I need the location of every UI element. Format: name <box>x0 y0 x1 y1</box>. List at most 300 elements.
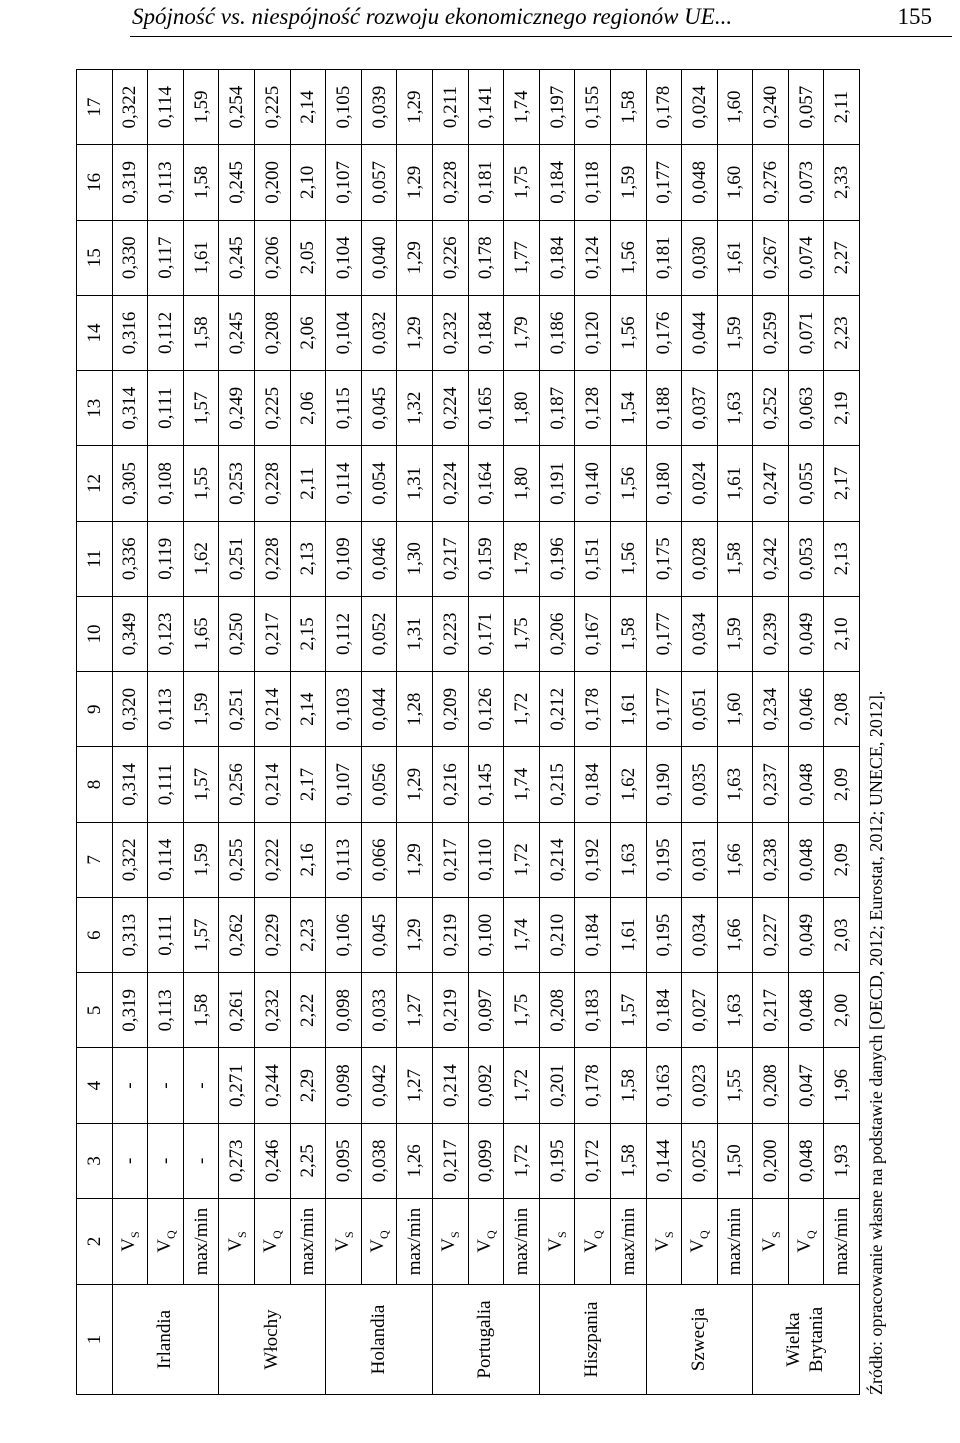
value-cell: 0,114 <box>148 70 184 145</box>
value-cell: 0,113 <box>148 973 184 1048</box>
measure-subscript: S <box>127 1231 142 1238</box>
value-cell: 0,113 <box>148 672 184 747</box>
value-cell: 1,93 <box>824 1123 860 1198</box>
measure-symbol: max/min <box>617 1207 639 1276</box>
value-cell: 0,048 <box>788 822 824 897</box>
value-cell: 1,30 <box>397 521 433 596</box>
value-cell: 0,212 <box>539 672 575 747</box>
value-cell: 0,336 <box>112 521 148 596</box>
value-cell: 0,105 <box>326 70 362 145</box>
value-cell: 0,177 <box>646 672 682 747</box>
value-cell: 0,071 <box>788 295 824 370</box>
value-cell: 1,72 <box>504 672 540 747</box>
value-cell: 1,61 <box>610 672 646 747</box>
value-cell: 1,63 <box>610 822 646 897</box>
value-cell: 0,184 <box>539 145 575 220</box>
table-row <box>539 70 575 1395</box>
column-number: 9 <box>77 672 113 747</box>
table-row <box>326 70 362 1395</box>
table-row <box>575 70 611 1395</box>
value-cell: 0,210 <box>539 897 575 972</box>
table-row <box>183 70 219 1395</box>
value-cell: 2,13 <box>824 521 860 596</box>
value-cell: 0,228 <box>254 521 290 596</box>
value-cell: 0,049 <box>788 596 824 671</box>
measure-subscript: S <box>234 1231 249 1238</box>
value-cell: 0,239 <box>753 596 789 671</box>
value-cell: 0,039 <box>361 70 397 145</box>
column-number: 5 <box>77 973 113 1048</box>
table-row <box>254 70 290 1395</box>
value-cell: 0,033 <box>361 973 397 1048</box>
value-cell: 0,319 <box>112 145 148 220</box>
measure-subscript: S <box>554 1231 569 1238</box>
value-cell: 0,118 <box>575 145 611 220</box>
value-cell: 0,124 <box>575 220 611 295</box>
value-cell: 0,217 <box>753 973 789 1048</box>
table-row <box>504 70 540 1395</box>
measure-label <box>254 1199 290 1285</box>
measure-subscript: S <box>448 1231 463 1238</box>
value-cell: 1,58 <box>717 521 753 596</box>
value-cell: 0,219 <box>432 897 468 972</box>
value-cell: 1,58 <box>610 1048 646 1123</box>
value-cell: 1,58 <box>183 973 219 1048</box>
column-number: 6 <box>77 897 113 972</box>
column-number: 17 <box>77 70 113 145</box>
value-cell: 0,048 <box>788 1123 824 1198</box>
measure-label <box>397 1199 433 1285</box>
value-cell: 1,57 <box>610 973 646 1048</box>
value-cell: 0,103 <box>326 672 362 747</box>
column-number: 7 <box>77 822 113 897</box>
value-cell: 0,034 <box>682 897 718 972</box>
value-cell: 0,107 <box>326 145 362 220</box>
measure-symbol: V <box>331 1237 353 1252</box>
measure-subscript: Q <box>697 1230 712 1239</box>
table-row <box>788 70 824 1395</box>
value-cell: 1,63 <box>717 371 753 446</box>
value-cell: 0,206 <box>254 220 290 295</box>
column-number: 8 <box>77 747 113 822</box>
value-cell: 2,22 <box>290 973 326 1048</box>
value-cell: 0,217 <box>432 1123 468 1198</box>
value-cell: 0,186 <box>539 295 575 370</box>
value-cell: 0,211 <box>432 70 468 145</box>
value-cell: 0,181 <box>468 145 504 220</box>
value-cell: 1,72 <box>504 1048 540 1123</box>
measure-subscript: S <box>341 1231 356 1238</box>
value-cell: 1,29 <box>397 145 433 220</box>
value-cell: 0,232 <box>254 973 290 1048</box>
value-cell: 0,038 <box>361 1123 397 1198</box>
value-cell: 0,048 <box>682 145 718 220</box>
value-cell: 0,113 <box>148 145 184 220</box>
value-cell: 0,201 <box>539 1048 575 1123</box>
value-cell: 0,267 <box>753 220 789 295</box>
value-cell: 0,045 <box>361 897 397 972</box>
value-cell: 0,141 <box>468 70 504 145</box>
value-cell: 2,10 <box>290 145 326 220</box>
measure-label <box>219 1199 255 1285</box>
value-cell: 1,79 <box>504 295 540 370</box>
value-cell: 0,178 <box>575 1048 611 1123</box>
value-cell: - <box>148 1123 184 1198</box>
value-cell: 1,61 <box>183 220 219 295</box>
measure-subscript: S <box>768 1231 783 1238</box>
value-cell: 0,113 <box>326 822 362 897</box>
value-cell: 0,030 <box>682 220 718 295</box>
value-cell: 0,320 <box>112 672 148 747</box>
value-cell: 1,65 <box>183 596 219 671</box>
value-cell: 1,59 <box>183 70 219 145</box>
country-cell: Portugalia <box>432 1285 539 1395</box>
value-cell: 2,08 <box>824 672 860 747</box>
value-cell: 0,200 <box>753 1123 789 1198</box>
value-cell: 0,256 <box>219 747 255 822</box>
value-cell: 0,262 <box>219 897 255 972</box>
table-row <box>290 70 326 1395</box>
value-cell: 0,178 <box>646 70 682 145</box>
value-cell: 0,214 <box>254 747 290 822</box>
value-cell: 0,232 <box>432 295 468 370</box>
value-cell: 1,61 <box>717 446 753 521</box>
value-cell: - <box>183 1123 219 1198</box>
value-cell: 0,165 <box>468 371 504 446</box>
value-cell: 0,224 <box>432 371 468 446</box>
value-cell: 2,23 <box>290 897 326 972</box>
value-cell: 0,305 <box>112 446 148 521</box>
value-cell: 1,29 <box>397 822 433 897</box>
value-cell: 0,171 <box>468 596 504 671</box>
value-cell: 0,055 <box>788 446 824 521</box>
value-cell: 2,25 <box>290 1123 326 1198</box>
value-cell: 0,031 <box>682 822 718 897</box>
value-cell: 1,96 <box>824 1048 860 1123</box>
measure-label <box>610 1199 646 1285</box>
value-cell: 2,29 <box>290 1048 326 1123</box>
measure-subscript: Q <box>804 1230 819 1239</box>
value-cell: 0,120 <box>575 295 611 370</box>
measure-symbol: max/min <box>404 1207 426 1276</box>
column-number: 11 <box>77 521 113 596</box>
value-cell: 0,183 <box>575 973 611 1048</box>
value-cell: 0,227 <box>753 897 789 972</box>
value-cell: 0,023 <box>682 1048 718 1123</box>
value-cell: 1,60 <box>717 70 753 145</box>
value-cell: 0,244 <box>254 1048 290 1123</box>
value-cell: 1,58 <box>610 596 646 671</box>
running-title: Spójność vs. niespójność rozwoju ekonomicznego regionów UE... <box>132 4 733 29</box>
page-header <box>0 0 960 40</box>
value-cell: 1,27 <box>397 973 433 1048</box>
measure-symbol: V <box>224 1237 246 1252</box>
value-cell: 0,047 <box>788 1048 824 1123</box>
value-cell: 0,192 <box>575 822 611 897</box>
value-cell: 2,33 <box>824 145 860 220</box>
measure-label <box>575 1199 611 1285</box>
value-cell: 1,56 <box>610 521 646 596</box>
column-number: 2 <box>77 1199 113 1285</box>
value-cell: 2,13 <box>290 521 326 596</box>
value-cell: 1,58 <box>183 145 219 220</box>
value-cell: 0,042 <box>361 1048 397 1123</box>
value-cell: 0,112 <box>148 295 184 370</box>
value-cell: 0,184 <box>539 220 575 295</box>
value-cell: 1,29 <box>397 747 433 822</box>
value-cell: 2,03 <box>824 897 860 972</box>
value-cell: 1,57 <box>183 747 219 822</box>
value-cell: 0,178 <box>575 672 611 747</box>
value-cell: 1,59 <box>717 596 753 671</box>
value-cell: 0,181 <box>646 220 682 295</box>
value-cell: 1,58 <box>183 295 219 370</box>
table-row <box>397 70 433 1395</box>
value-cell: 2,15 <box>290 596 326 671</box>
value-cell: 0,273 <box>219 1123 255 1198</box>
value-cell: 2,17 <box>824 446 860 521</box>
value-cell: 0,073 <box>788 145 824 220</box>
value-cell: 0,045 <box>361 371 397 446</box>
value-cell: 1,59 <box>183 822 219 897</box>
value-cell: 2,09 <box>824 747 860 822</box>
value-cell: 0,225 <box>254 70 290 145</box>
value-cell: 1,62 <box>610 747 646 822</box>
value-cell: 0,114 <box>148 822 184 897</box>
value-cell: 0,195 <box>646 897 682 972</box>
value-cell: - <box>112 1123 148 1198</box>
value-cell: 0,056 <box>361 747 397 822</box>
value-cell: 0,051 <box>682 672 718 747</box>
measure-symbol: V <box>794 1238 816 1253</box>
value-cell: - <box>112 1048 148 1123</box>
measure-label <box>646 1199 682 1285</box>
table-row <box>824 70 860 1395</box>
value-cell: 0,108 <box>148 446 184 521</box>
measure-symbol: max/min <box>831 1207 853 1276</box>
column-number: 4 <box>77 1048 113 1123</box>
value-cell: 0,316 <box>112 295 148 370</box>
value-cell: 0,032 <box>361 295 397 370</box>
value-cell: 1,74 <box>504 897 540 972</box>
value-cell: 0,184 <box>575 747 611 822</box>
value-cell: 0,035 <box>682 747 718 822</box>
value-cell: 1,56 <box>610 446 646 521</box>
value-cell: 1,75 <box>504 145 540 220</box>
value-cell: 0,228 <box>432 145 468 220</box>
value-cell: 0,217 <box>432 822 468 897</box>
value-cell: 0,245 <box>219 145 255 220</box>
value-cell: 1,54 <box>610 371 646 446</box>
measure-symbol: V <box>260 1238 282 1253</box>
value-cell: 1,72 <box>504 1123 540 1198</box>
table-row <box>682 70 718 1395</box>
value-cell: 2,06 <box>290 371 326 446</box>
measure-symbol: V <box>367 1238 389 1253</box>
value-cell: 0,024 <box>682 70 718 145</box>
value-cell: 0,097 <box>468 973 504 1048</box>
value-cell: 0,190 <box>646 747 682 822</box>
value-cell: 0,178 <box>468 220 504 295</box>
measure-subscript: Q <box>270 1230 285 1239</box>
value-cell: 0,255 <box>219 822 255 897</box>
value-cell: 0,259 <box>753 295 789 370</box>
measure-label <box>361 1199 397 1285</box>
value-cell: 0,046 <box>361 521 397 596</box>
value-cell: 2,09 <box>824 822 860 897</box>
value-cell: 0,117 <box>148 220 184 295</box>
value-cell: 0,314 <box>112 747 148 822</box>
header-rule <box>130 36 952 37</box>
value-cell: 1,29 <box>397 295 433 370</box>
value-cell: 1,56 <box>610 295 646 370</box>
table-row <box>717 70 753 1395</box>
table-row <box>468 70 504 1395</box>
column-number: 16 <box>77 145 113 220</box>
country-cell: Wielka Brytania <box>753 1285 860 1395</box>
measure-label <box>183 1199 219 1285</box>
value-cell: 1,26 <box>397 1123 433 1198</box>
measure-label <box>753 1199 789 1285</box>
value-cell: 2,19 <box>824 371 860 446</box>
value-cell: 0,025 <box>682 1123 718 1198</box>
value-cell: 1,60 <box>717 672 753 747</box>
value-cell: 0,066 <box>361 822 397 897</box>
value-cell: 0,247 <box>753 446 789 521</box>
value-cell: 1,62 <box>183 521 219 596</box>
value-cell: 1,72 <box>504 822 540 897</box>
country-cell: Szwecja <box>646 1285 753 1395</box>
value-cell: 0,128 <box>575 371 611 446</box>
value-cell: 1,59 <box>610 145 646 220</box>
value-cell: 0,249 <box>219 371 255 446</box>
table-row <box>610 70 646 1395</box>
value-cell: 0,184 <box>646 973 682 1048</box>
value-cell: 0,215 <box>539 747 575 822</box>
value-cell: 1,32 <box>397 371 433 446</box>
value-cell: 1,60 <box>717 145 753 220</box>
value-cell: 0,229 <box>254 897 290 972</box>
value-cell: 0,245 <box>219 220 255 295</box>
measure-label <box>504 1199 540 1285</box>
value-cell: 0,163 <box>646 1048 682 1123</box>
measure-label <box>788 1199 824 1285</box>
value-cell: 0,191 <box>539 446 575 521</box>
measure-symbol: max/min <box>510 1207 532 1276</box>
measure-subscript: Q <box>376 1230 391 1239</box>
column-number-row <box>77 70 113 1395</box>
measure-symbol: V <box>438 1237 460 1252</box>
value-cell: 0,245 <box>219 295 255 370</box>
value-cell: 2,14 <box>290 70 326 145</box>
value-cell: 1,77 <box>504 220 540 295</box>
value-cell: 0,214 <box>254 672 290 747</box>
measure-label <box>824 1199 860 1285</box>
value-cell: 0,027 <box>682 973 718 1048</box>
value-cell: 1,61 <box>717 220 753 295</box>
value-cell: 1,78 <box>504 521 540 596</box>
value-cell: 0,225 <box>254 371 290 446</box>
value-cell: 0,098 <box>326 973 362 1048</box>
value-cell: 0,177 <box>646 145 682 220</box>
value-cell: 0,195 <box>539 1123 575 1198</box>
value-cell: 0,208 <box>254 295 290 370</box>
value-cell: 0,092 <box>468 1048 504 1123</box>
value-cell: 0,180 <box>646 446 682 521</box>
value-cell: 0,054 <box>361 446 397 521</box>
value-cell: 0,184 <box>575 897 611 972</box>
value-cell: 1,56 <box>610 220 646 295</box>
rotated-table-block <box>76 69 888 1395</box>
value-cell: 0,052 <box>361 596 397 671</box>
value-cell: 0,111 <box>148 371 184 446</box>
value-cell: 1,63 <box>717 747 753 822</box>
value-cell: 0,234 <box>753 672 789 747</box>
value-cell: 0,254 <box>219 70 255 145</box>
table-row <box>112 70 148 1395</box>
value-cell: 1,28 <box>397 672 433 747</box>
value-cell: 0,223 <box>432 596 468 671</box>
value-cell: 0,313 <box>112 897 148 972</box>
value-cell: 2,00 <box>824 973 860 1048</box>
country-cell: Irlandia <box>112 1285 219 1395</box>
value-cell: 0,098 <box>326 1048 362 1123</box>
value-cell: 0,155 <box>575 70 611 145</box>
column-number: 15 <box>77 220 113 295</box>
value-cell: 0,242 <box>753 521 789 596</box>
value-cell: 0,219 <box>432 973 468 1048</box>
country-cell: Włochy <box>219 1285 326 1395</box>
measure-symbol: max/min <box>190 1207 212 1276</box>
value-cell: 0,214 <box>539 822 575 897</box>
value-cell: 0,057 <box>361 145 397 220</box>
value-cell: 0,330 <box>112 220 148 295</box>
value-cell: 0,106 <box>326 897 362 972</box>
value-cell: - <box>183 1048 219 1123</box>
value-cell: 0,114 <box>326 446 362 521</box>
value-cell: 0,200 <box>254 145 290 220</box>
measure-symbol: V <box>687 1238 709 1253</box>
value-cell: 2,11 <box>824 70 860 145</box>
value-cell: 1,57 <box>183 371 219 446</box>
value-cell: 0,271 <box>219 1048 255 1123</box>
measure-symbol: max/min <box>724 1207 746 1276</box>
value-cell: 0,188 <box>646 371 682 446</box>
table-row <box>646 70 682 1395</box>
measure-label <box>717 1199 753 1285</box>
value-cell: 0,123 <box>148 596 184 671</box>
source-note: Źródło: opracowanie własne na podstawie danych [OECD, 2012; Eurostat, 2012; UNECE, 2012]. <box>866 690 886 1395</box>
column-number: 12 <box>77 446 113 521</box>
value-cell: 1,58 <box>610 70 646 145</box>
value-cell: 0,040 <box>361 220 397 295</box>
value-cell: 1,80 <box>504 371 540 446</box>
value-cell: 0,037 <box>682 371 718 446</box>
statistics-table <box>76 69 860 1395</box>
value-cell: 0,216 <box>432 747 468 822</box>
measure-label <box>682 1199 718 1285</box>
value-cell: 1,31 <box>397 596 433 671</box>
value-cell: 0,322 <box>112 70 148 145</box>
column-number: 1 <box>77 1285 113 1395</box>
value-cell: 0,048 <box>788 973 824 1048</box>
value-cell: 0,222 <box>254 822 290 897</box>
table-row <box>219 70 255 1395</box>
value-cell: 2,27 <box>824 220 860 295</box>
country-cell: Hiszpania <box>539 1285 646 1395</box>
value-cell: 0,063 <box>788 371 824 446</box>
measure-subscript: Q <box>483 1230 498 1239</box>
